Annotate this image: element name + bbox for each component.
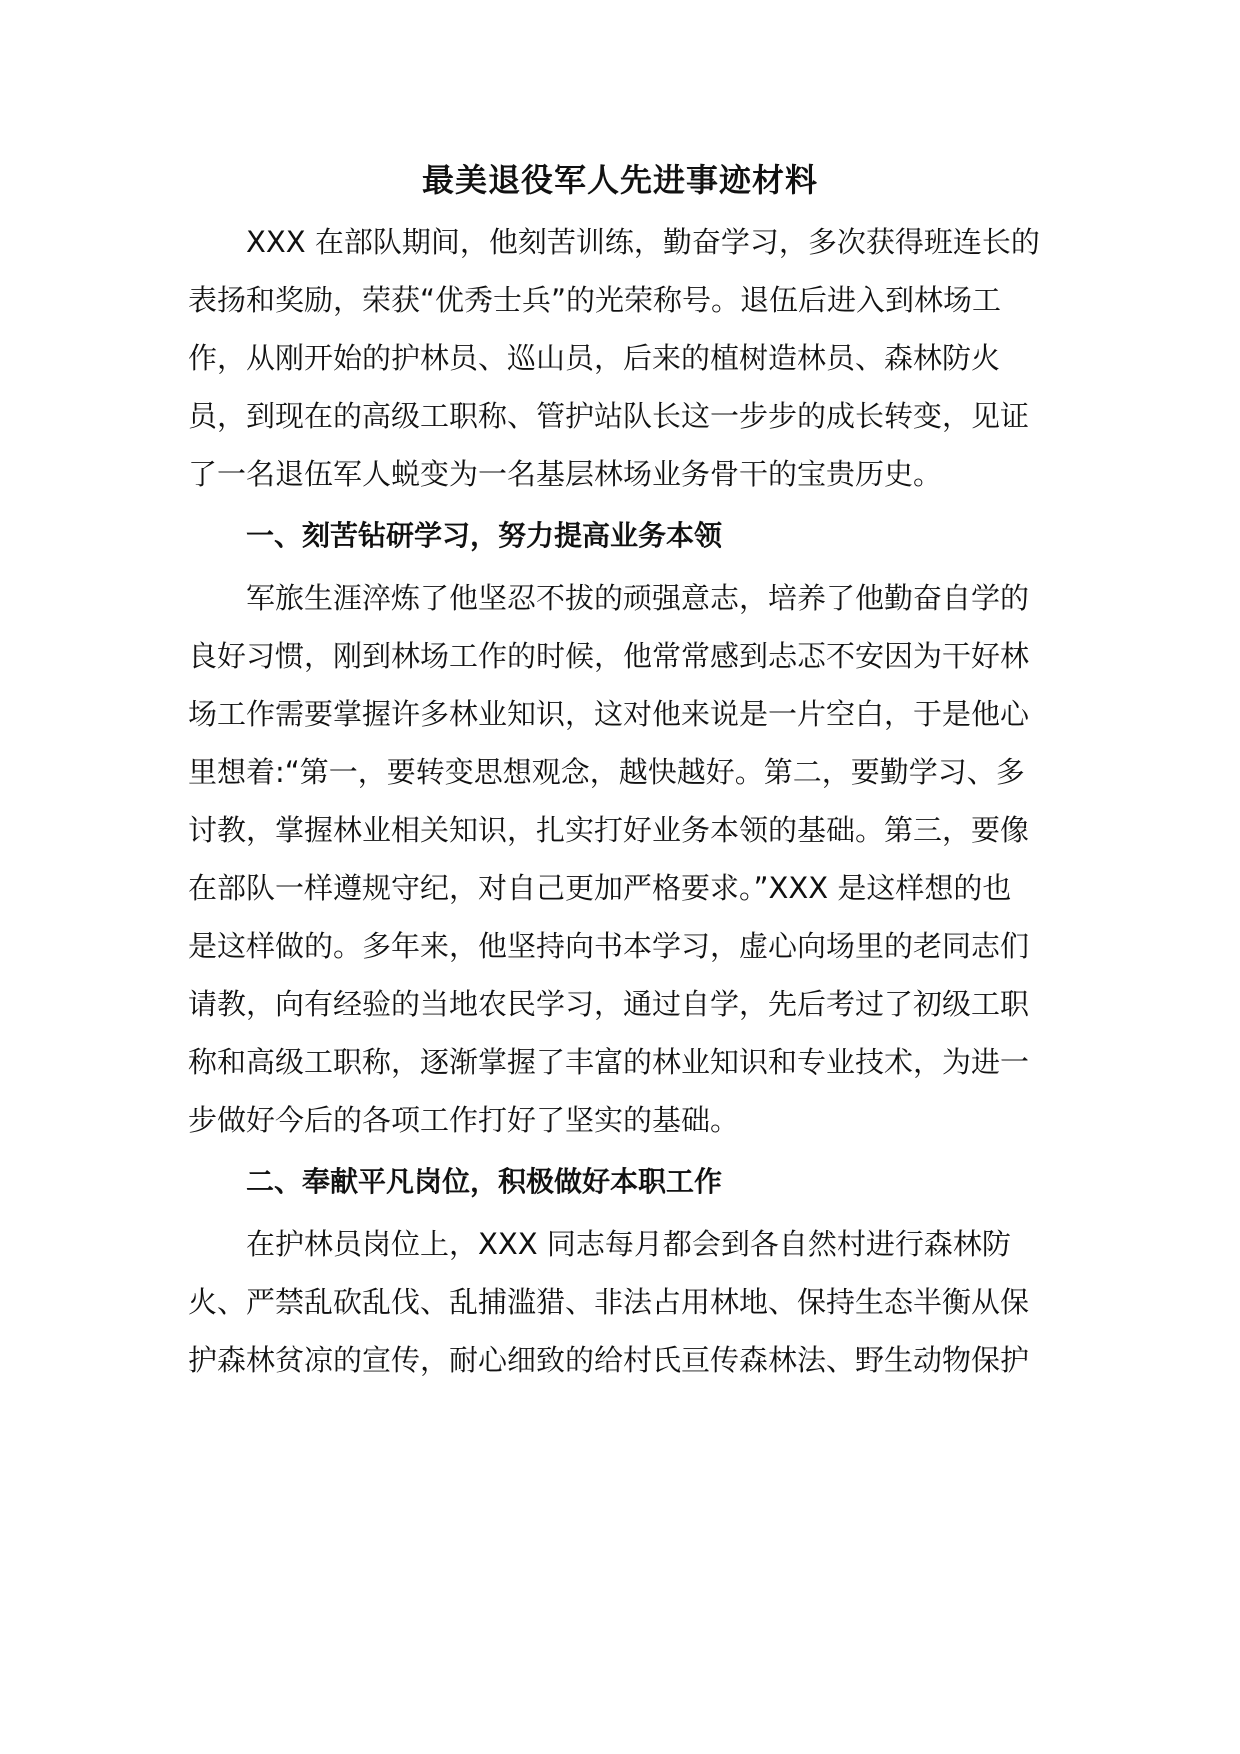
section2-line-2: 火、严禁乱砍乱伐、乱捕滥猎、非法占用林地、保持生态半衡从保 <box>188 1285 1030 1319</box>
section1-heading: 一、刻苦钻研学习，努力提高业务本领 <box>246 519 723 552</box>
section2-heading: 二、奉献平凡岗位，积极做好本职工作 <box>246 1165 723 1198</box>
section1-line-3: 场工作需要掌握许多林业知识，这对他来说是一片空白，于是他心 <box>188 697 1030 731</box>
section1-line-7: 是这样做的。多年来，他坚持向书本学习，虚心向场里的老同志们 <box>188 929 1030 963</box>
section1-line-2: 良好习惯，刚到林场工作的时候，他常常感到忐忑不安因为干好林 <box>188 639 1030 673</box>
section1-line-1: 军旅生涯淬炼了他坚忍不拔的顽强意志，培养了他勤奋自学的 <box>246 581 1030 615</box>
section1-line-6: 在部队一样遵规守纪，对自己更加严格要求。”XXX 是这样想的也 <box>188 871 1012 905</box>
intro-line-2: 表扬和奖励，荣获“优秀士兵”的光荣称号。退伍后进入到林场工 <box>188 283 1002 317</box>
section2-line-1: 在护林员岗位上，XXX 同志每月都会到各自然村进行森林防 <box>246 1227 1011 1261</box>
intro-line-3: 作，从刚开始的护林员、巡山员，后来的植树造林员、森林防火 <box>188 341 1001 375</box>
intro-line-1: XXX 在部队期间，他刻苦训练，勤奋学习，多次获得班连长的 <box>246 225 1040 259</box>
section1-line-9: 称和高级工职称，逐渐掌握了丰富的林业知识和专业技术，为进一 <box>188 1045 1030 1079</box>
section1-line-10: 步做好今后的各项工作打好了坚实的基础。 <box>188 1103 740 1137</box>
intro-line-4: 员，到现在的高级工职称、管护站队长这一步步的成长转变，见证 <box>188 399 1030 433</box>
section1-line-8: 请教，向有经验的当地农民学习，通过自学，先后考过了初级工职 <box>188 987 1030 1021</box>
section1-line-4: 里想着:“第一，要转变思想观念，越快越好。第二，要勤学习、多 <box>188 755 1025 789</box>
document-title: 最美退役军人先进事迹材料 <box>421 161 818 199</box>
section2-line-3: 护森林贫凉的宣传，耐心细致的给村氏亘传森林法、野生动物保护 <box>188 1343 1030 1377</box>
intro-line-5: 了一名退伍军人蜕变为一名基层林场业务骨干的宝贵历史。 <box>188 457 943 491</box>
section1-line-5: 讨教，掌握林业相关知识，扎实打好业务本领的基础。第三，要像 <box>188 813 1030 847</box>
